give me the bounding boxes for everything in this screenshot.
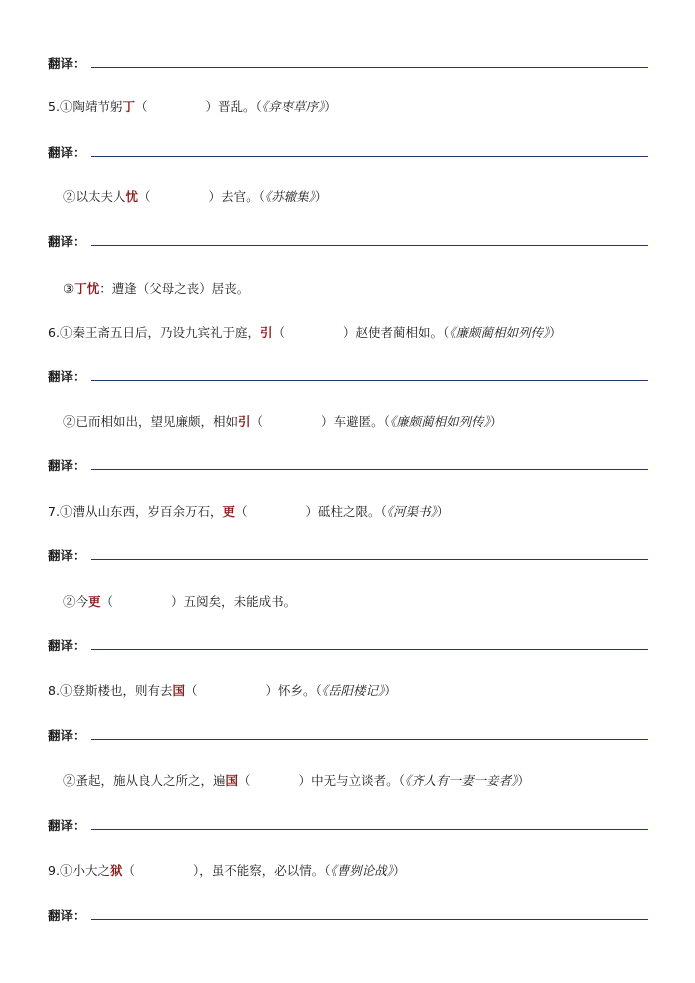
sentence-text-before: ③ — [63, 281, 75, 296]
question-sentence — [48, 97, 337, 117]
question-row — [0, 681, 695, 701]
sentence-text-after: 赵使者蔺相如。（ — [355, 325, 450, 340]
translation-label: 翻译： — [48, 908, 86, 923]
sentence-text-after: 晋乱。（ — [218, 99, 262, 114]
translation-row — [0, 726, 695, 746]
translation-answer-line[interactable] — [91, 649, 648, 650]
translation-row — [0, 232, 695, 252]
translation-row — [0, 143, 695, 163]
bracket-open: （ — [100, 594, 114, 609]
translation-answer-line[interactable] — [91, 156, 648, 157]
bracket-open: ： — [99, 281, 112, 296]
sentence-text-before: ①登斯楼也，则有去 — [59, 683, 173, 698]
question-sentence — [63, 187, 327, 207]
bracket-close: ）， — [192, 863, 212, 878]
translation-row — [0, 367, 695, 387]
sentence-text-before: ②蚤起，施从良人之所之，遍 — [63, 773, 226, 788]
translation-label: 翻译： — [48, 458, 86, 473]
question-number: 7. — [48, 504, 60, 519]
question-row — [0, 412, 695, 432]
key-word: 国 — [172, 683, 185, 698]
question-row — [0, 97, 695, 117]
question-row — [0, 279, 695, 299]
translation-answer-line[interactable] — [91, 559, 648, 560]
source-title: 《河渠书》 — [386, 504, 437, 519]
key-word: 更 — [88, 594, 101, 609]
key-word: 丁忧 — [74, 281, 100, 296]
translation-row — [0, 906, 695, 926]
bracket-end: ） — [549, 325, 562, 340]
key-word: 国 — [225, 773, 239, 788]
sentence-text-before: ①漕从山东西，岁百余万石， — [59, 504, 223, 519]
bracket-open: （ — [138, 189, 151, 204]
bracket-close: ） — [321, 414, 334, 429]
question-number: 5. — [48, 99, 60, 114]
bracket-open: （ — [184, 683, 198, 698]
sentence-text-before: ①小大之 — [59, 863, 110, 878]
question-number: 8. — [48, 683, 60, 698]
translation-row — [0, 816, 695, 836]
sentence-text-before: ②以太夫人 — [63, 189, 126, 204]
translation-label: 翻译： — [48, 56, 86, 71]
key-word: 引 — [238, 414, 251, 429]
translation-row — [0, 546, 695, 566]
translation-answer-line[interactable] — [91, 469, 648, 470]
translation-label: 翻译： — [48, 638, 86, 653]
translation-answer-line[interactable] — [91, 67, 648, 68]
question-sentence — [48, 681, 397, 701]
sentence-text-after: 砥柱之限。（ — [318, 504, 387, 519]
sentence-text-after: 虽不能察，必以情。（ — [211, 863, 331, 878]
question-sentence — [63, 592, 296, 612]
question-row — [0, 771, 695, 791]
bracket-end: ） — [384, 683, 397, 698]
bracket-close: ） — [208, 189, 222, 204]
question-sentence — [63, 771, 530, 791]
translation-label: 翻译： — [48, 145, 86, 160]
question-sentence — [48, 323, 562, 343]
bracket-close: ） — [298, 773, 312, 788]
bracket-close: ） — [305, 504, 318, 519]
question-sentence — [48, 502, 449, 522]
key-word: 更 — [222, 504, 235, 519]
bracket-end: ） — [489, 414, 503, 429]
source-title: 《岳阳楼记》 — [321, 683, 385, 698]
question-sentence — [63, 412, 502, 432]
question-sentence — [48, 861, 406, 881]
bracket-close: ） — [265, 683, 278, 698]
sentence-text-before: ①陶靖节躬 — [59, 99, 123, 114]
key-word: 狱 — [109, 863, 123, 878]
source-title: 《曹刿论战》 — [330, 863, 394, 878]
source-title: 《苏辙集》 — [264, 189, 315, 204]
bracket-open: （ — [234, 504, 248, 519]
key-word: 忧 — [125, 189, 139, 204]
key-word: 丁 — [122, 99, 135, 114]
translation-label: 翻译： — [48, 548, 86, 563]
source-title: 《廉颇蔺相如列传》 — [389, 414, 490, 429]
question-row — [0, 323, 695, 343]
bracket-end: ） — [517, 773, 530, 788]
bracket-end: ） — [393, 863, 406, 878]
sentence-text-after: 中无与立谈者。（ — [311, 773, 405, 788]
translation-answer-line[interactable] — [91, 829, 648, 830]
bracket-open: （ — [134, 99, 148, 114]
translation-answer-line[interactable] — [91, 245, 648, 246]
translation-answer-line[interactable] — [91, 380, 648, 381]
sentence-text-before: ②已而相如出，望见廉颇，相如 — [63, 414, 239, 429]
bracket-end: ） — [324, 99, 337, 114]
key-word: 引 — [259, 325, 273, 340]
bracket-open: （ — [238, 773, 251, 788]
question-number: 9. — [48, 863, 60, 878]
bracket-close: ） — [205, 99, 218, 114]
question-number: 6. — [48, 325, 60, 340]
sentence-text-before: ②今 — [63, 594, 89, 609]
source-title: 《弇枣草序》 — [261, 99, 325, 114]
sentence-text-after: 怀乡。（ — [278, 683, 322, 698]
question-row — [0, 187, 695, 207]
bracket-open: （ — [272, 325, 285, 340]
translation-label: 翻译： — [48, 369, 86, 384]
sentence-text-before: ①秦王斋五日后，乃设九宾礼于庭， — [59, 325, 260, 340]
question-row — [0, 502, 695, 522]
sentence-text-after: 去官。（ — [221, 189, 265, 204]
bracket-close: ） — [171, 594, 184, 609]
translation-label: 翻译： — [48, 234, 86, 249]
translation-label: 翻译： — [48, 728, 86, 743]
translation-row — [0, 456, 695, 476]
bracket-end: ） — [314, 189, 328, 204]
source-title: 《齐人有一妻一妾者》 — [404, 773, 518, 788]
translation-row — [0, 54, 695, 74]
bracket-end: ） — [436, 504, 450, 519]
translation-row — [0, 636, 695, 656]
bracket-close: ） — [342, 325, 356, 340]
question-row — [0, 592, 695, 612]
question-row — [0, 861, 695, 881]
bracket-open: （ — [250, 414, 264, 429]
translation-answer-line[interactable] — [91, 739, 648, 740]
question-sentence — [63, 279, 249, 299]
translation-answer-line[interactable] — [91, 919, 648, 920]
sentence-text-after: 遭逢（父母之丧）居丧。 — [111, 281, 250, 296]
sentence-text-after: 五阅矣，未能成书。 — [183, 594, 297, 609]
sentence-text-after: 车避匿。（ — [333, 414, 390, 429]
bracket-open: （ — [122, 863, 135, 878]
source-title: 《廉颇蔺相如列传》 — [449, 325, 550, 340]
translation-label: 翻译： — [48, 818, 86, 833]
